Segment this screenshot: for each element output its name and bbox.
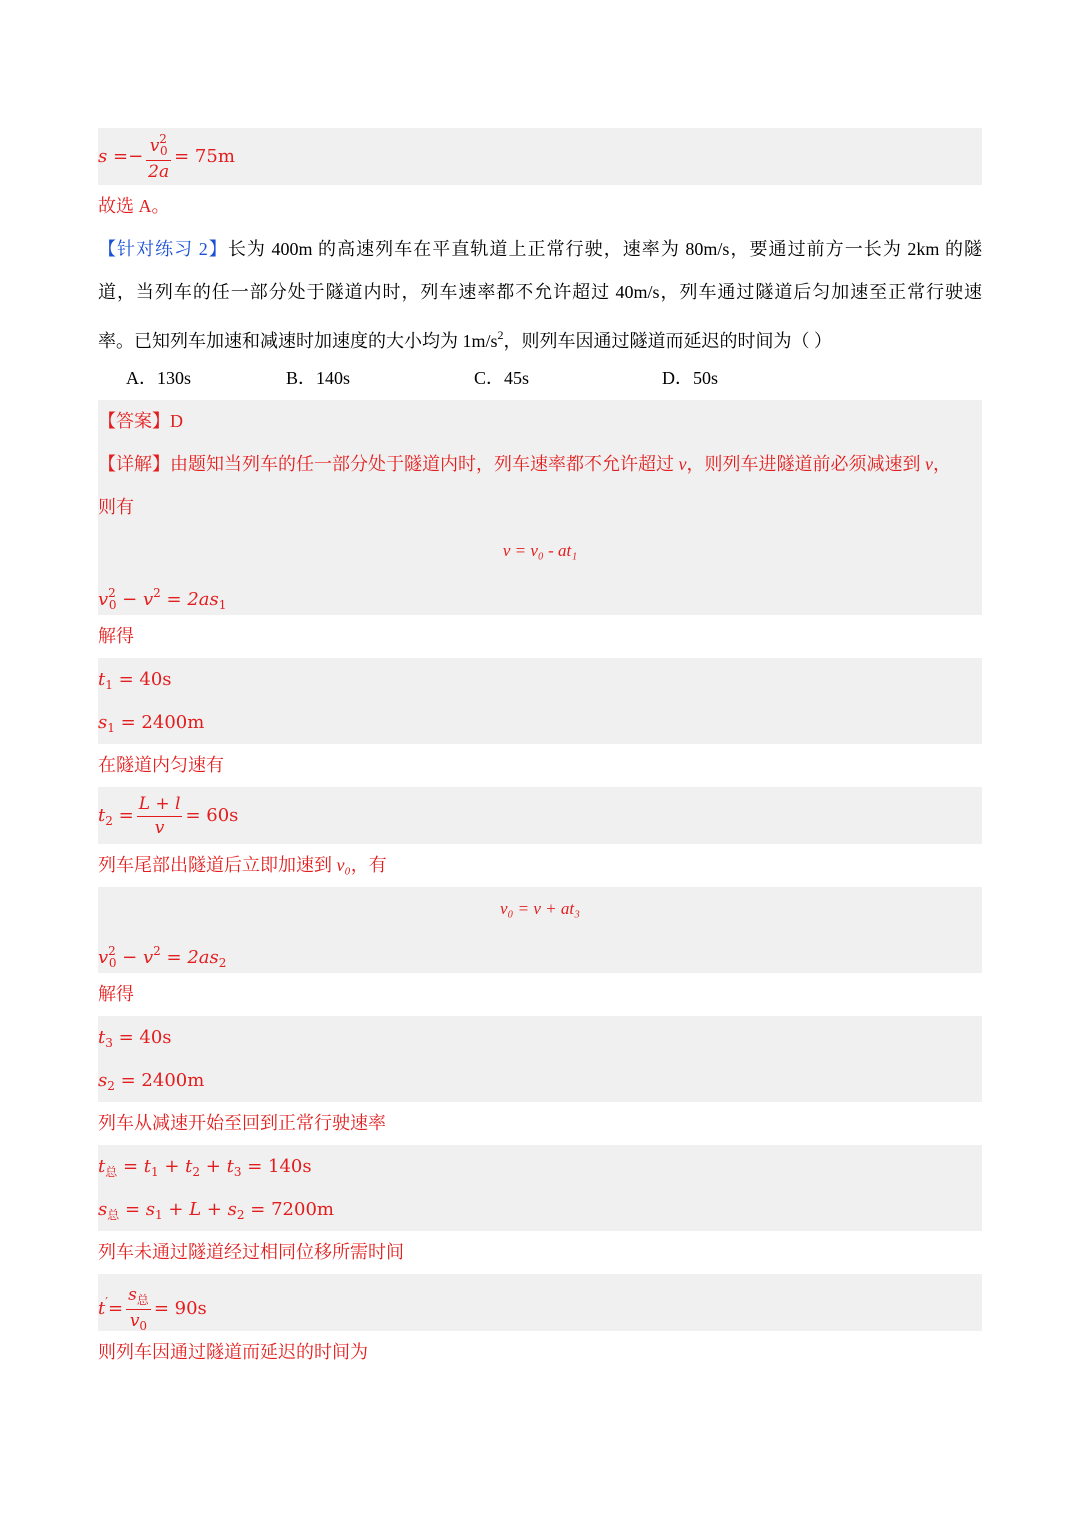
- accel-text: 列车尾部出隧道后立即加速到 v₀，有: [98, 855, 387, 875]
- option-a: A．130s: [126, 368, 192, 388]
- solve-label-1: 解得: [98, 626, 134, 646]
- not-tunnel-text: 列车未通过隧道经过相同位移所需时间: [98, 1242, 404, 1262]
- equation-3: v₀ = v + at₃: [98, 887, 982, 930]
- result-t1: $t_1 = 40s$: [98, 658, 982, 701]
- options-row: [98, 357, 982, 400]
- document-page: [98, 128, 982, 1374]
- conclusion-text: 故选 A。: [98, 196, 170, 216]
- option-b: B．140s: [286, 368, 351, 388]
- result-t3: $t_3 = 40s$: [98, 1016, 982, 1059]
- result-s1: $s_1 = 2400m$: [98, 701, 982, 744]
- total-text: 列车从减速开始至回到正常行驶速率: [98, 1113, 386, 1133]
- equation-4: $v^2_0 - v^2 = 2as_2$: [98, 930, 982, 973]
- detail-line-1: 【详解】由题知当列车的任一部分处于隧道内时，列车速率都不允许超过 v，则列车进隧道前必须减速到 v，: [98, 443, 982, 486]
- equation-1: v = v₀ - at₁: [98, 529, 982, 572]
- problem-line-3: 率。已知列车加速和减速时加速度的大小均为 $1m/s^2$，则列车因通过隧道而延迟的时间为（ ）: [98, 328, 833, 351]
- problem-tag: 【针对练习 2】: [98, 239, 228, 259]
- fraction-v0-2a: $\frac{v^2_0}{2a}$: [148, 132, 170, 182]
- option-c: C．45s: [474, 368, 530, 388]
- result-t-total: $t_总 = t_1 + t_2 + t_3 = 140s$: [98, 1145, 982, 1188]
- eq-s-eqm: =−: [112, 146, 144, 167]
- fraction-Ll-v: $\frac{L + l}{v}$: [138, 793, 181, 838]
- result-t-prime: t′= $\frac{s_总}{v_0}$ = 90s: [98, 1274, 982, 1331]
- result-s-total: $s_总 = s_1 + L + s_2 = 7200m$: [98, 1188, 982, 1231]
- eq-s-lhs: s: [98, 146, 108, 167]
- problem-line-2: 道，当列车的任一部分处于隧道内时，列车速率都不允许超过 40m/s，列车通过隧道后匀加速至正常行驶速: [98, 282, 982, 302]
- option-d: D．50s: [662, 368, 719, 388]
- equation-s: [98, 128, 982, 185]
- uniform-text: 在隧道内匀速有: [98, 755, 224, 775]
- solve-label-2: 解得: [98, 984, 134, 1004]
- problem-line-1: 【针对练习 2】长为 400m 的高速列车在平直轨道上正常行驶，速率为 80m/s，要通过前方一长为 2km 的隧: [98, 239, 982, 259]
- final-text: 则列车因通过隧道而延迟的时间为: [98, 1342, 368, 1362]
- result-t2: $t_2$ = $\frac{L + l}{v}$ = 60s: [98, 787, 982, 844]
- answer-line: 【答案】D: [98, 400, 982, 443]
- equation-2: $v^2_0 - v^2 = 2as_1$: [98, 572, 982, 615]
- result-s2: $s_2 = 2400m$: [98, 1059, 982, 1102]
- fraction-stotal-v0: $\frac{s_总}{v_0}$: [128, 1284, 149, 1333]
- eq-s-rhs: = 75m: [174, 146, 235, 167]
- detail-line-2: 则有: [98, 486, 982, 529]
